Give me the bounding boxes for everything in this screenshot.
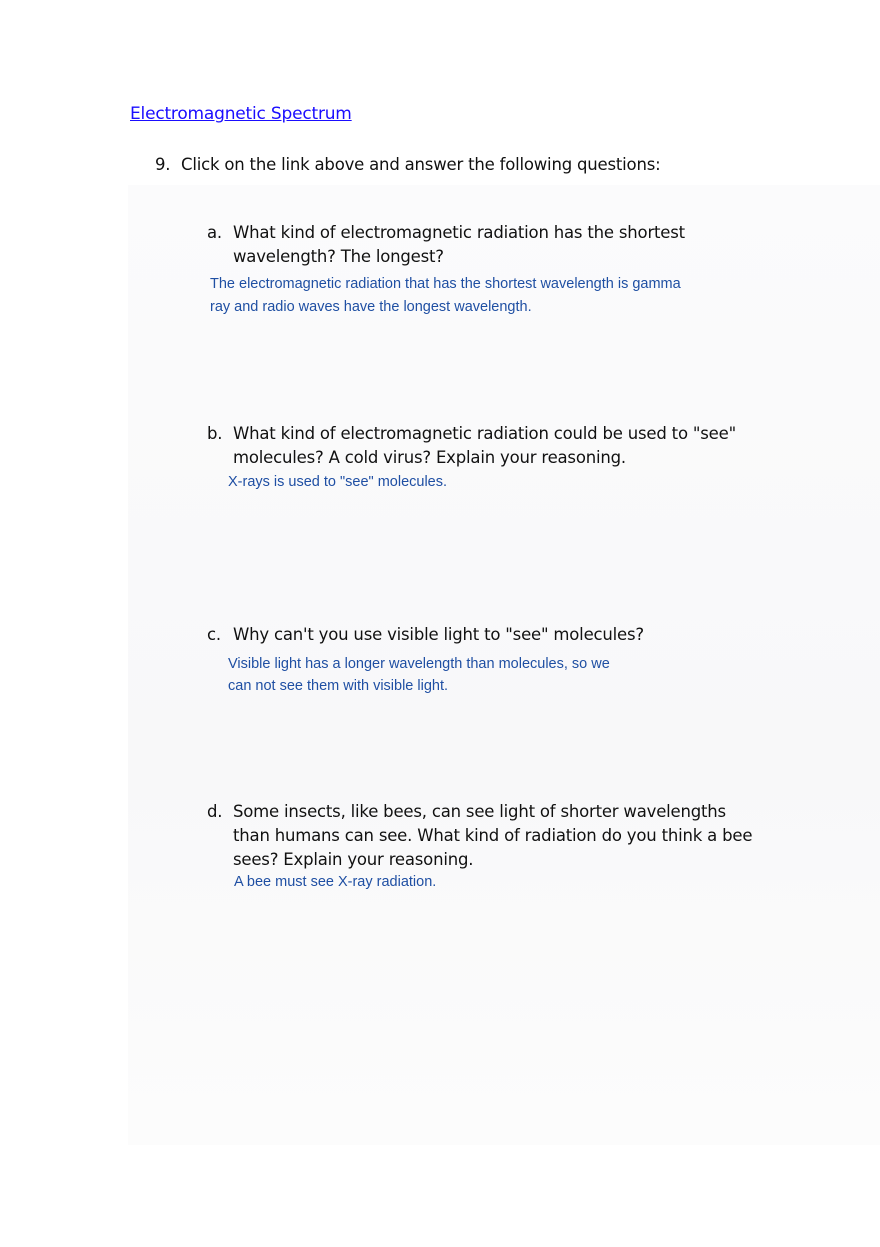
question-d-marker: d. <box>207 802 223 821</box>
question-a-marker: a. <box>207 223 222 242</box>
answer-d <box>234 871 794 894</box>
question-d-line-2: than humans can see. What kind of radiation do you think a bee <box>233 826 753 845</box>
question-b <box>207 422 807 470</box>
question-9-number: 9. <box>155 155 171 174</box>
answer-b-line-1: X-rays is used to "see" molecules. <box>228 474 448 490</box>
electromagnetic-spectrum-link[interactable]: Electromagnetic Spectrum <box>130 104 352 124</box>
question-b-line-2: molecules? A cold virus? Explain your reasoning. <box>233 448 626 467</box>
question-9 <box>155 153 755 177</box>
question-d-line-1: Some insects, like bees, can see light of shorter wavelengths <box>233 802 726 821</box>
question-b-line-1: What kind of electromagnetic radiation could be used to "see" <box>233 424 736 443</box>
answer-c-line-2: can not see them with visible light. <box>228 678 449 694</box>
question-d-line-3: sees? Explain your reasoning. <box>233 850 474 869</box>
answer-c <box>228 653 788 697</box>
question-a <box>207 221 767 269</box>
answer-a-line-2: ray and radio waves have the longest wavelength. <box>210 299 532 315</box>
answer-d-line-1: A bee must see X-ray radiation. <box>234 874 437 890</box>
answer-a <box>210 273 810 319</box>
question-c-line-1: Why can't you use visible light to "see" molecules? <box>233 625 644 644</box>
question-a-line-1: What kind of electromagnetic radiation has the shortest <box>233 223 685 242</box>
question-9-text: Click on the link above and answer the following questions: <box>181 155 661 174</box>
question-d <box>207 800 807 872</box>
question-b-marker: b. <box>207 424 223 443</box>
answer-c-line-1: Visible light has a longer wavelength than molecules, so we <box>228 656 610 672</box>
question-a-line-2: wavelength? The longest? <box>233 247 444 266</box>
question-c-marker: c. <box>207 625 221 644</box>
answer-a-line-1: The electromagnetic radiation that has the shortest wavelength is gamma <box>210 276 681 292</box>
question-c <box>207 623 767 647</box>
answer-b <box>228 471 788 494</box>
